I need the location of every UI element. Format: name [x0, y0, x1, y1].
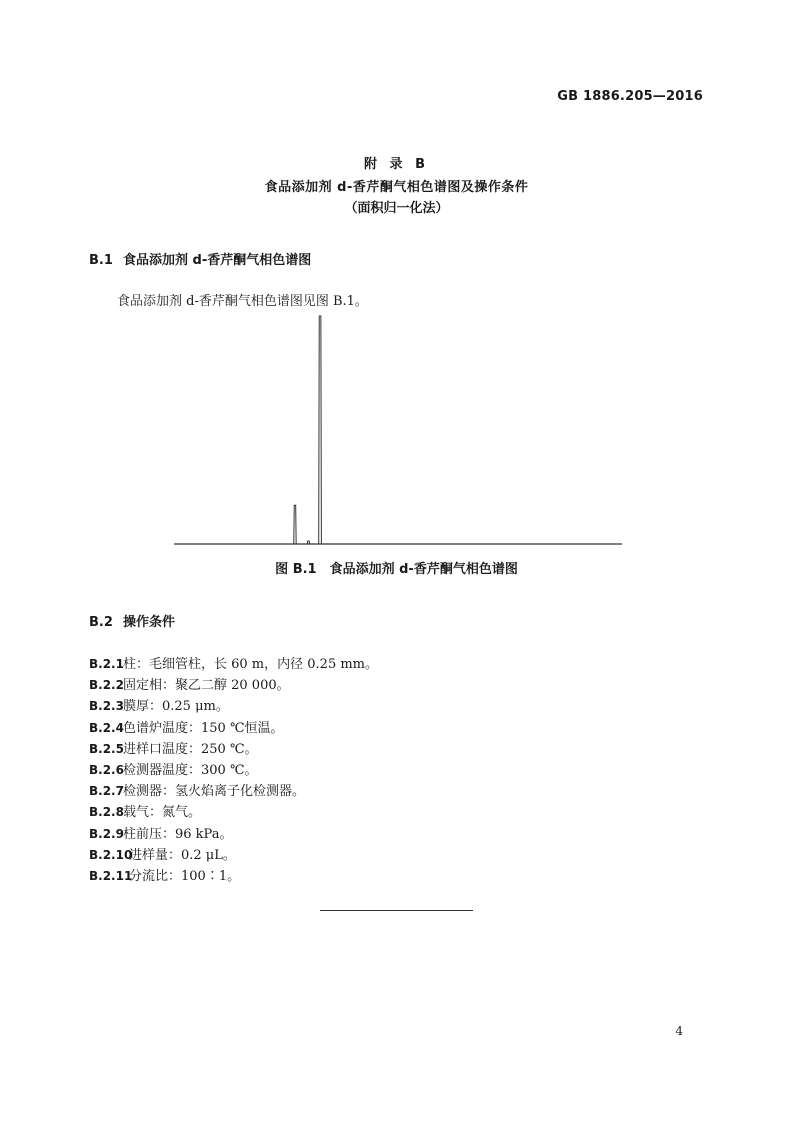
condition-item — [89, 695, 229, 714]
condition-item-text: 进样量：0.2 μL。 — [129, 847, 236, 863]
condition-item — [89, 653, 378, 672]
section-b1-title: 食品添加剂 d-香芹酮气相色谱图 — [123, 253, 312, 268]
condition-item — [89, 717, 284, 736]
condition-item-number: B.2.1 — [89, 657, 124, 671]
condition-item-text: 色谱炉温度：150 ℃恒温。 — [123, 720, 284, 736]
condition-item-number: B.2.7 — [89, 784, 124, 799]
condition-item — [89, 674, 290, 693]
condition-item — [89, 759, 258, 778]
chromatogram-chart — [170, 312, 625, 552]
appendix-label: 附 录 B — [364, 157, 429, 172]
condition-item — [89, 823, 232, 842]
section-b1-paragraph: 食品添加剂 d-香芹酮气相色谱图见图 B.1。 — [117, 294, 368, 309]
standard-number: GB 1886.205—2016 — [557, 89, 703, 104]
condition-item-text: 分流比：100∶1。 — [129, 869, 241, 884]
condition-item-number: B.2.2 — [89, 678, 124, 693]
section-b1-heading — [89, 249, 311, 268]
condition-item-text: 检测器温度：300 ℃。 — [123, 763, 258, 778]
appendix-subtitle: （面积归一化法） — [344, 201, 449, 216]
condition-item-number: B.2.11 — [89, 869, 133, 883]
section-b1-number: B.1 — [89, 253, 113, 268]
condition-item-text: 进样口温度：250 ℃。 — [123, 741, 258, 757]
condition-item-number: B.2.10 — [89, 847, 133, 862]
condition-item-text: 柱前压：96 kPa。 — [123, 826, 233, 842]
condition-item-text: 固定相：聚乙二醇 20 000。 — [123, 678, 290, 694]
condition-item — [89, 844, 236, 863]
condition-item — [89, 738, 258, 757]
condition-item-text: 柱：毛细管柱，长 60 m，内径 0.25 mm。 — [123, 657, 378, 672]
section-b2-title: 操作条件 — [123, 615, 176, 630]
condition-item — [89, 865, 240, 884]
condition-item-number: B.2.8 — [89, 805, 124, 820]
condition-item — [89, 780, 305, 799]
figure-caption: 图 B.1 食品添加剂 d-香芹酮气相色谱图 — [275, 562, 518, 577]
condition-item-text: 载气：氮气。 — [123, 805, 202, 821]
end-rule — [320, 910, 473, 911]
condition-item — [89, 801, 201, 820]
condition-item-number: B.2.9 — [89, 826, 124, 841]
section-b2-heading — [89, 611, 175, 630]
condition-item-number: B.2.4 — [89, 720, 124, 735]
appendix-title: 食品添加剂 d-香芹酮气相色谱图及操作条件 — [264, 180, 529, 195]
condition-item-text: 膜厚：0.25 μm。 — [123, 699, 229, 715]
chromatogram-peaks — [294, 316, 322, 544]
chromatogram-peak — [319, 316, 322, 544]
section-b2-number: B.2 — [89, 615, 113, 630]
chromatogram-peak — [294, 505, 296, 544]
condition-item-number: B.2.6 — [89, 763, 124, 777]
condition-item-text: 检测器：氢火焰离子化检测器。 — [123, 784, 306, 800]
page-number: 4 — [675, 1024, 683, 1038]
condition-item-number: B.2.5 — [89, 741, 124, 756]
condition-item-number: B.2.3 — [89, 699, 124, 714]
